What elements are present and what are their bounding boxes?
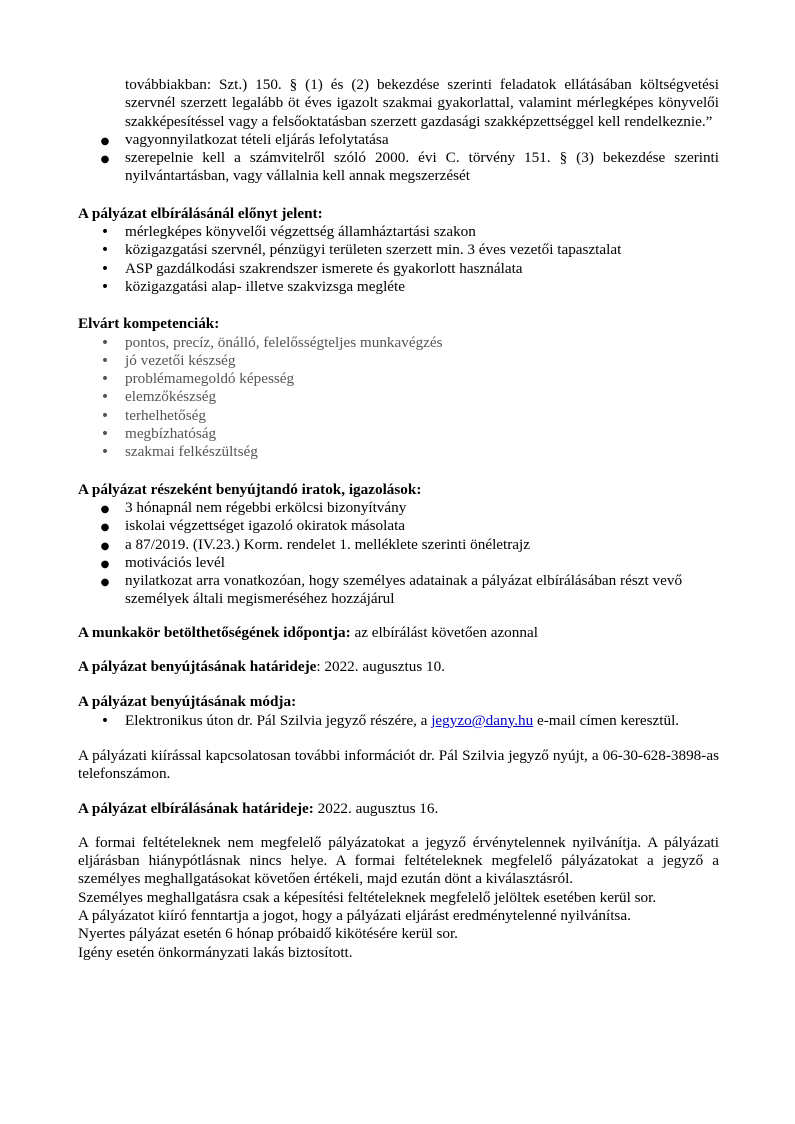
list-item: ● iskolai végzettséget igazoló okiratok másolata [78, 517, 719, 535]
contact-info: A pályázati kiírással kapcsolatosan további információt dr. Pál Szilvia jegyző nyújt, a 06-30-628-3898-as telefonszámon. [78, 746, 719, 783]
bullet-icon [100, 407, 110, 425]
list-item: ● 3 hónapnál nem régebbi erkölcsi bizonyítvány [78, 499, 719, 517]
list-item: ● nyilatkozat arra vonatkozóan, hogy személyes adatainak a pályázat elbírálásában részt vevő személyek általi megismeréséhez hozzájárul [78, 572, 719, 609]
bullet-icon [100, 536, 110, 556]
advantages-list [78, 223, 719, 296]
competencies-title: Elvárt kompetenciák: [78, 315, 220, 333]
closing-line: A pályázatot kiíró fenntartja a jogot, hogy a pályázati eljárást eredménytelenné nyilvánítsa. [78, 906, 631, 924]
bullet-icon [100, 352, 110, 370]
submission-method-list [78, 712, 719, 730]
list-item: • elemzőkészség [78, 388, 719, 406]
start-date-value: az elbírálást követően azonnal [350, 623, 538, 641]
bullet-icon [100, 334, 110, 352]
bullet-icon [100, 388, 110, 406]
start-date-label: A munkakör betölthetőségének időpontja: [78, 623, 351, 641]
closing-paragraph: A formai feltételeknek nem megfelelő pályázatokat a jegyző érvénytelennek nyilvánítja. A pályázati eljárásban hiánypótlásnak nincs helye. A formai feltételeknek megfelelő pályázatokat a jegyző a személyes meghallgatásokat követően értékeli, majd ezután dönt a kiválasztásról. [78, 833, 719, 888]
evaluation-deadline [78, 800, 719, 818]
bullet-icon [100, 572, 110, 592]
list-item: • mérlegképes könyvelői végzettség államháztartási szakon [78, 223, 719, 241]
evaluation-deadline-value: 2022. augusztus 16. [313, 799, 439, 817]
start-date [78, 624, 719, 642]
closing-line: Személyes meghallgatásra csak a képesítési feltételeknek megfelelő jelöltek esetében kerül sor. [78, 888, 657, 906]
list-item: • szakmai felkészültség [78, 443, 719, 461]
list-item: ● a 87/2019. (IV.23.) Korm. rendelet 1. melléklete szerinti önéletrajz [78, 536, 719, 554]
bullet-icon [100, 554, 110, 574]
list-item: ● vagyonnyilatkozat tételi eljárás lefolytatása [78, 131, 719, 149]
bullet-icon [100, 131, 110, 151]
bullet-icon [100, 517, 110, 537]
bullet-icon [100, 712, 110, 730]
list-item: • megbízhatóság [78, 425, 719, 443]
intro-continuation: továbbiakban: Szt.) 150. § (1) és (2) bekezdése szerinti feladatok ellátásában költségvetési szervnél szerzett legalább öt éves igazolt szakmai gyakorlattal, valamint mérlegképes könyvelői szakképesítéssel vagy a felsőoktatásban szerzett gazdasági szakképzettséggel kell rendelkeznie.” [125, 76, 719, 130]
submission-deadline-label: A pályázat benyújtásának határideje [78, 658, 317, 676]
bullet-icon [100, 149, 110, 169]
bullet-icon [100, 260, 110, 278]
list-item: • ASP gazdálkodási szakrendszer ismerete és gyakorlott használata [78, 260, 719, 278]
list-item: • közigazgatási alap- illetve szakvizsga megléte [78, 278, 719, 296]
email-link[interactable]: jegyzo@dany.hu [431, 711, 534, 729]
list-item: • pontos, precíz, önálló, felelősségteljes munkavégzés [78, 334, 719, 352]
bullet-icon [100, 278, 110, 296]
bullet-icon [100, 443, 110, 461]
bullet-icon [100, 223, 110, 241]
bullet-icon [100, 370, 110, 388]
submission-method-title: A pályázat benyújtásának módja: [78, 693, 297, 711]
closing-line: Igény esetén önkormányzati lakás biztosított. [78, 943, 353, 961]
list-item: • problémamegoldó képesség [78, 370, 719, 388]
list-item: • közigazgatási szervnél, pénzügyi területen szerzett min. 3 éves vezetői tapasztalat [78, 241, 719, 259]
document-page [78, 76, 719, 962]
list-item: ● szerepelnie kell a számvitelről szóló 2000. évi C. törvény 151. § (3) bekezdése szerinti nyilvántartásban, vagy vállalnia kell annak megszerzését [78, 149, 719, 186]
documents-list [78, 499, 719, 609]
closing-line: Nyertes pályázat esetén 6 hónap próbaidő kikötésére kerül sor. [78, 925, 458, 943]
list-item: • terhelhetőség [78, 407, 719, 425]
submission-deadline-value: : 2022. augusztus 10. [316, 658, 446, 676]
intro-list [78, 131, 719, 186]
bullet-icon [100, 425, 110, 443]
list-item: • jó vezetői készség [78, 352, 719, 370]
advantages-title: A pályázat elbírálásánál előnyt jelent: [78, 204, 323, 222]
list-item: ● motivációs levél [78, 554, 719, 572]
bullet-icon [100, 499, 110, 519]
documents-title: A pályázat részeként benyújtandó iratok, igazolások: [78, 480, 422, 498]
competencies-list [78, 334, 719, 462]
bullet-icon [100, 241, 110, 259]
evaluation-deadline-label: A pályázat elbírálásának határideje: [78, 799, 314, 817]
list-item: • Elektronikus úton dr. Pál Szilvia jegyző részére, a jegyzo@dany.hu e-mail címen keresztül. [78, 712, 719, 730]
submission-deadline [78, 658, 719, 676]
